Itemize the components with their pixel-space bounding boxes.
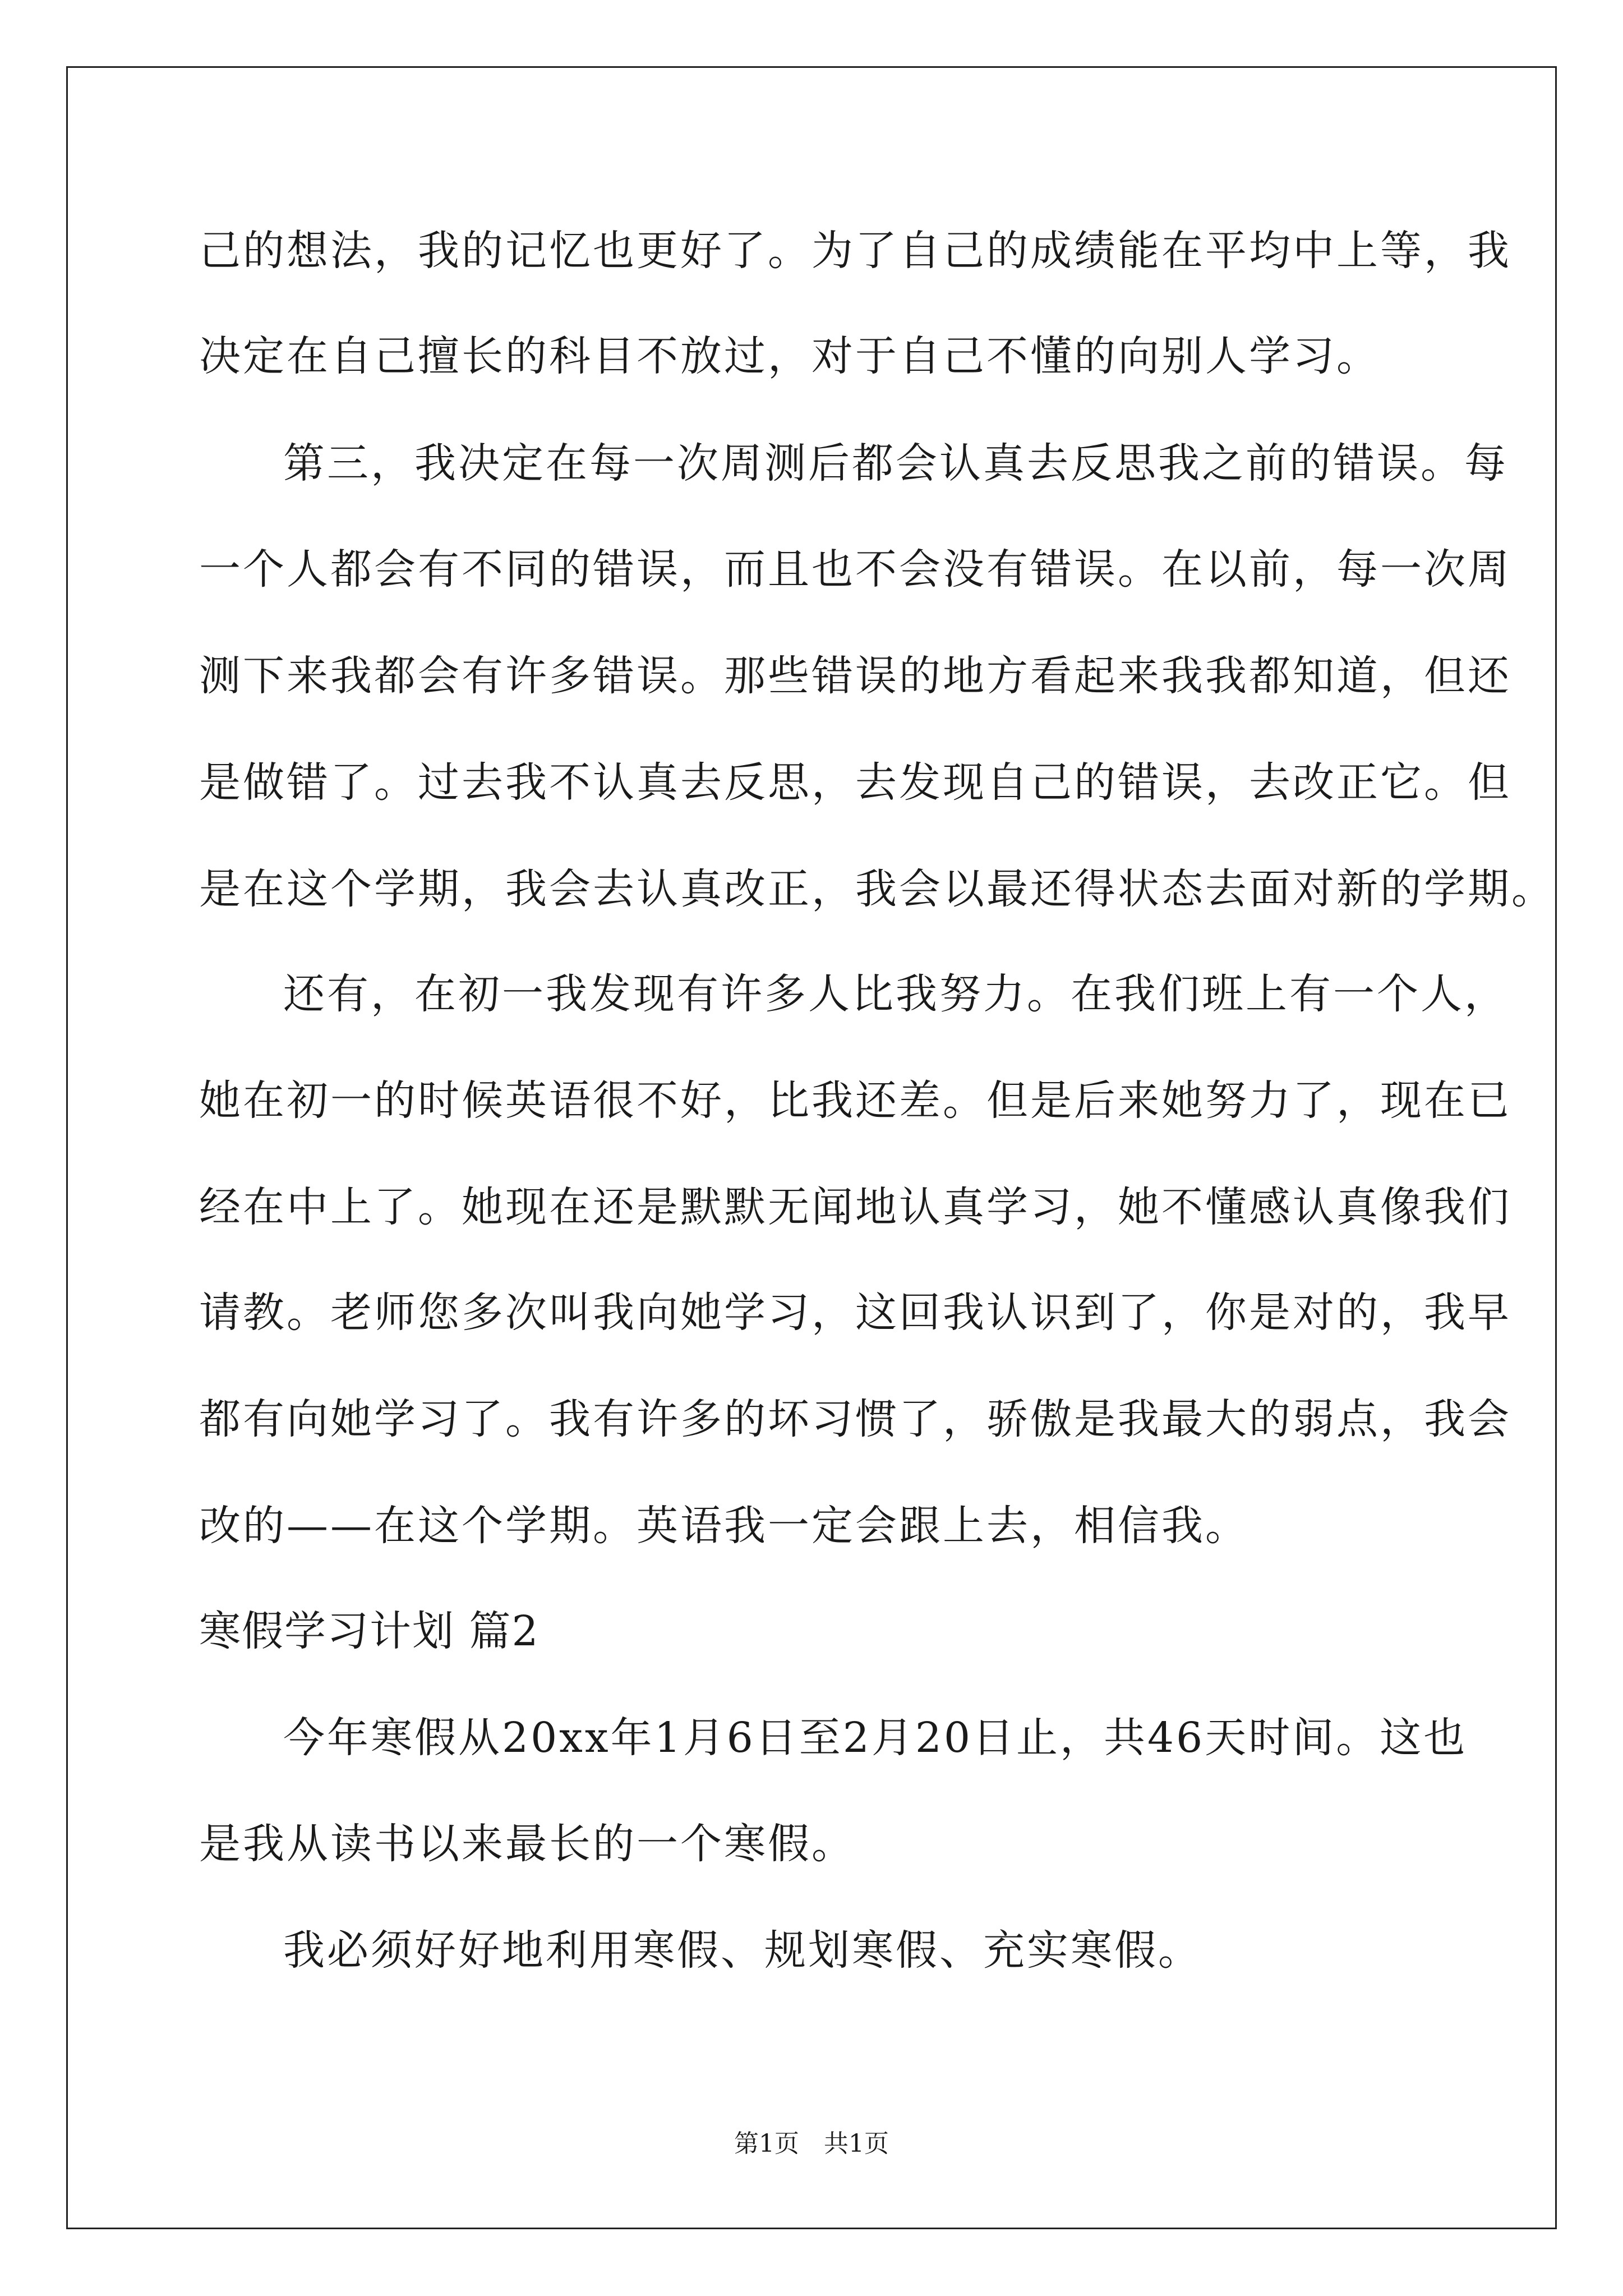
section-heading: 寒假学习计划 篇2: [199, 1607, 540, 1655]
page-footer: 第1页 共1页: [734, 2129, 889, 2158]
paragraph-line: 我必须好好地利用寒假、规划寒假、充实寒假。: [283, 1926, 1202, 1975]
paragraph-line: 还有，在初一我发现有许多人比我努力。在我们班上有一个人，: [283, 970, 1508, 1018]
paragraph-line: 己的想法，我的记忆也更好了。为了自己的成绩能在平均中上等，我: [199, 227, 1511, 275]
paragraph-line: 今年寒假从20xx年1月6日至2月20日止，共46天时间。这也: [283, 1714, 1468, 1762]
paragraph-line: 是做错了。过去我不认真去反思，去发现自己的错误，去改正它。但: [199, 758, 1511, 807]
paragraph-line: 她在初一的时候英语很不好，比我还差。但是后来她努力了，现在已: [199, 1076, 1511, 1125]
paragraph-line: 一个人都会有不同的错误，而且也不会没有错误。在以前，每一次周: [199, 545, 1511, 593]
paragraph-line: 是在这个学期，我会去认真改正，我会以最还得状态去面对新的学期。: [199, 865, 1555, 913]
paragraph-line: 第三，我决定在每一次周测后都会认真去反思我之前的错误。每: [283, 439, 1508, 487]
paragraph-line: 请教。老师您多次叫我向她学习，这回我认识到了，你是对的，我早: [199, 1289, 1511, 1337]
paragraph-line: 经在中上了。她现在还是默默无闻地认真学习，她不懂感认真像我们: [199, 1183, 1511, 1231]
page-border: [66, 66, 1557, 2229]
paragraph-line: 是我从读书以来最长的一个寒假。: [199, 1820, 855, 1868]
paragraph-line: 决定在自己擅长的科目不放过，对于自己不懂的向别人学习。: [199, 332, 1380, 380]
paragraph-line: 测下来我都会有许多错误。那些错误的地方看起来我我都知道，但还: [199, 652, 1511, 700]
paragraph-line: 都有向她学习了。我有许多的坏习惯了，骄傲是我最大的弱点，我会: [199, 1395, 1511, 1443]
paragraph-line: 改的——在这个学期。英语我一定会跟上去，相信我。: [199, 1502, 1249, 1550]
